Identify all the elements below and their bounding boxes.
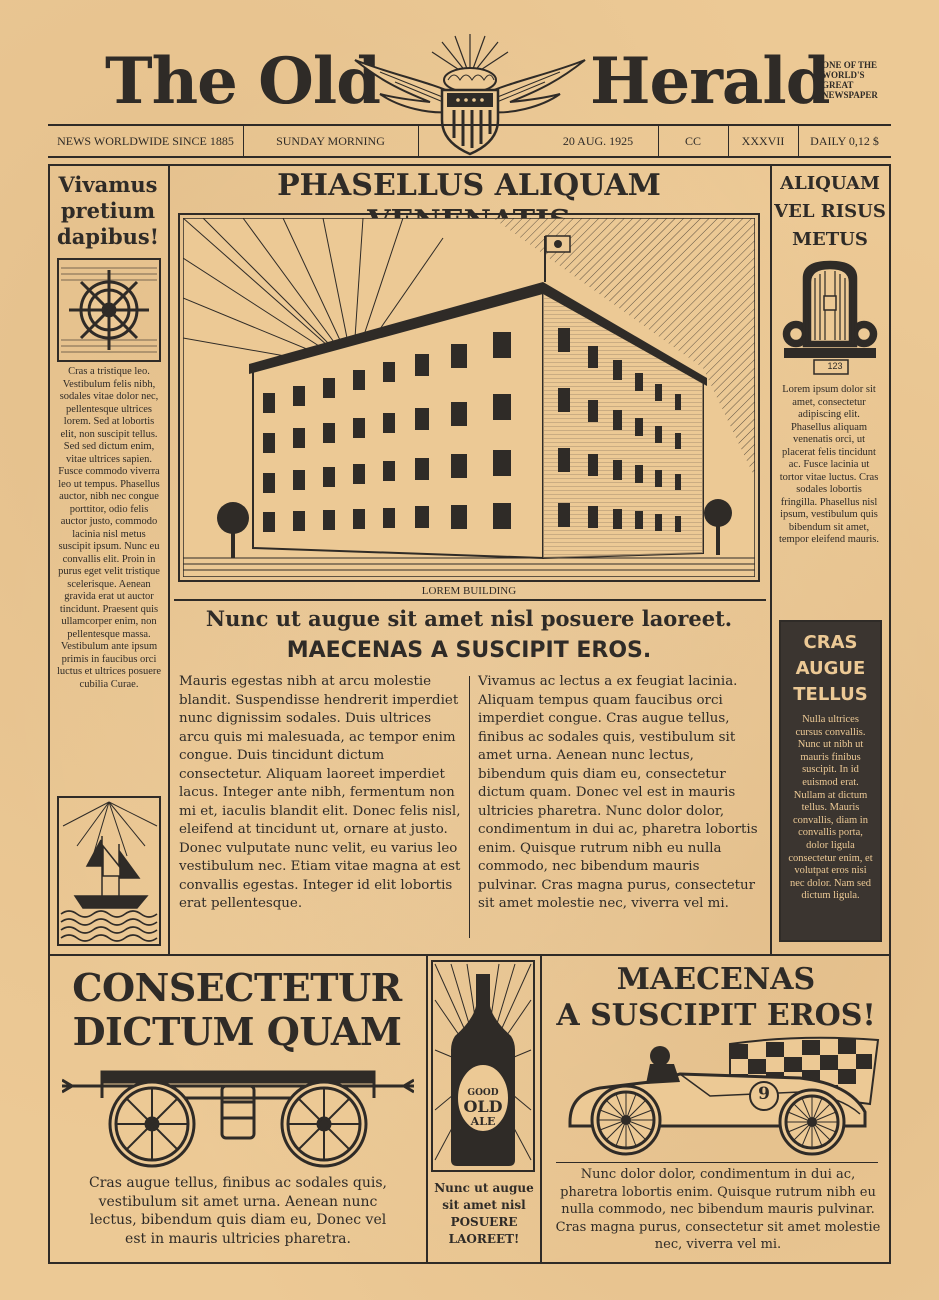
caption-line: Nunc ut augue <box>434 1181 534 1195</box>
vintage-car-grille-illustration <box>780 256 880 376</box>
masthead-title-left: The Old <box>105 44 380 119</box>
bottle-label-line: GOOD <box>467 1088 499 1098</box>
bottom-right-heading-line: A SUSCIPIT EROS! <box>556 998 876 1033</box>
right-column-divider <box>770 164 772 954</box>
tagline-line: ONE OF THE <box>822 60 878 70</box>
right-highlight-box <box>779 620 882 942</box>
car-plate-number: 123 <box>827 361 843 371</box>
cart-wheels-illustration <box>62 1058 414 1170</box>
tagline-line: NEWSPAPER <box>822 90 878 100</box>
main-headline: PHASELLUS ALIQUAM <box>277 168 661 203</box>
masthead-tagline <box>822 60 902 100</box>
masthead-title-right: Herald <box>590 44 830 119</box>
bottom-right-heading <box>544 962 888 1034</box>
left-heading-line: pretium <box>60 198 156 223</box>
sailing-ship-illustration <box>57 796 161 946</box>
caption-line: sit amet nisl <box>442 1198 526 1212</box>
left-heading-line: dapibus! <box>57 224 159 249</box>
racing-car-illustration <box>560 1034 880 1158</box>
bottom-middle-caption <box>430 1180 538 1248</box>
main-article-col1: Mauris egestas nibh at arcu molestie blandit. Suspendisse hendrerit imperdiet nunc dignissim sodales. Duis ultrices arcu quis mi malesuada, ac tempor enim congue. Duis tincidunt dictum consectetur. Aliquam laoreet imperdiet lacus. Integer ante nibh, fermentum non mi et, iaculis blandit elit. Donec felis nisl, eleifend at tincidunt ut, ornare at justo. Donec vulputate nunc velit, eu varius leo vestibulum nec. Etiam vitae magna at est convallis egestas. Integer id elit lobortis erat pellentesque. <box>179 674 461 911</box>
bottom-section-divider <box>48 954 891 956</box>
info-price: DAILY 0,12 $ <box>810 134 879 148</box>
box-heading-line: CRAS <box>803 632 858 653</box>
caption-line: LAOREET! <box>448 1232 520 1246</box>
left-article-body: Cras a tristique leo. Vestibulum felis nibh, sodales vitae dolor nec, pellentesque ultrices lorem. Sed at lobortis elit, non suscipit tellus. Sed sed dictum enim, vitae ultrices sapien. Fusce commodo viverra leo ut tempus. Phasellus auctor, nibh nec congue porttitor, odio felis auctor justo, commodo lacinia nisl metus suscipit ipsum. Nunc eu convallis elit. Proin in purus eget velit tristique scelerisque. Aenean gravida erat ut auctor tincidunt. Praesent quis ullamcorper enim, non pellentesque massa. Vestibulum ante ipsum primis in faucibus orci luctus et ultrices posuere cubilia Curae. <box>56 366 162 690</box>
bottom-divider-left <box>426 954 428 1264</box>
main-photo-frame <box>178 213 760 582</box>
main-subheadline-2: MAECENAS A SUSCIPIT EROS. <box>286 638 652 663</box>
tagline-line: WORLD'S <box>822 70 865 80</box>
bottom-left-heading-line: CONSECTETUR <box>72 965 402 1010</box>
right-heading <box>774 170 886 254</box>
right-heading-line: VEL RISUS <box>774 201 886 222</box>
box-heading-line: TELLUS <box>793 684 868 705</box>
bottom-left-body: Cras augue tellus, finibus ac sodales quis, vestibulum sit amet urna. Aenean nunc lectus, bibendum quis diam eu, Donec vel est in mauris ultricies pharetra. <box>89 1175 387 1247</box>
box-body: Nulla ultrices cursus convallis. Nunc ut nibh ut mauris finibus suscipit. In id euismod erat. Nullam at dictum tellus. Mauris convallis, diam in convallis porta, dolor ligula consectetur enim, et volutpat eros nisi nec dolor. Nam sed dictum ligula. <box>788 714 873 902</box>
info-day: SUNDAY MORNING <box>243 126 419 156</box>
left-heading <box>52 172 164 250</box>
box-heading-line: AUGUE <box>795 658 866 679</box>
info-spacer <box>418 126 538 156</box>
right-article-body: Lorem ipsum dolor sit amet, consectetur adipiscing elit. Phasellus aliquam venenatis orci, ut placerat felis tincidunt ac. Fusce lacinia ut tortor vitae luctus. Cras sodales lobortis fringilla. Phasellus nisl ipsum, vestibulum quis bibendum sit amet, tempor eleifend mauris. <box>778 384 879 545</box>
caption-line: POSUERE <box>450 1215 518 1229</box>
building-illustration <box>183 218 755 577</box>
main-column-divider <box>469 676 470 938</box>
car-number: 9 <box>758 1084 770 1104</box>
info-bar <box>48 124 891 158</box>
bottom-left-heading <box>52 966 422 1054</box>
bottom-right-body: Nunc dolor dolor, condimentum in dui ac, pharetra lobortis enim. Quisque rutrum nibh eu nulla commodo, nec bibendum mauris pulvinar. Cras magna purus, consectetur sit amet molestie nec, viverra vel mi. <box>555 1167 881 1252</box>
info-cc: CC <box>658 126 729 156</box>
ship-wheel-illustration <box>57 258 161 362</box>
info-volume: XXXVII <box>728 126 799 156</box>
beer-bottle-illustration <box>431 960 535 1172</box>
bottle-label-line: OLD <box>463 1097 503 1116</box>
bottom-left-heading-line: DICTUM QUAM <box>72 1009 402 1054</box>
bottom-divider-right <box>540 954 542 1264</box>
bottom-right-heading-line: MAECENAS <box>616 962 816 997</box>
left-heading-line: Vivamus <box>58 172 158 197</box>
tagline-line: GREAT <box>822 80 854 90</box>
main-subheadline: Nunc ut augue sit amet nisl posuere laoreet. <box>205 606 733 631</box>
left-column-divider <box>168 164 170 954</box>
caption-divider <box>174 599 766 601</box>
bottle-label <box>459 1088 507 1128</box>
info-date: 20 AUG. 1925 <box>538 126 659 156</box>
photo-caption: LOREM BUILDING <box>421 585 517 597</box>
main-article-col2: Vivamus ac lectus a ex feugiat lacinia. Aliquam tempus quam faucibus orci imperdiet congue. Cras augue tellus, finibus ac sodales quis, vestibulum sit amet urna. Aenean nunc lectus, bibendum quis diam eu, consectetur dictum quam. Donec vel est in mauris ultricies pharetra. Nunc dolor dolor, condimentum in dui ac, pharetra lobortis enim. Quisque rutrum nibh eu nulla commodo, nec bibendum mauris pulvinar. Cras magna purus, consectetur sit amet molestie nec, viverra vel mi. <box>478 674 758 911</box>
info-since: NEWS WORLDWIDE SINCE 1885 <box>48 126 244 156</box>
right-heading-line: METUS <box>792 229 868 250</box>
bottom-right-divider <box>556 1162 878 1163</box>
bottle-label-line: ALE <box>470 1115 496 1128</box>
right-heading-line: ALIQUAM <box>780 173 880 194</box>
